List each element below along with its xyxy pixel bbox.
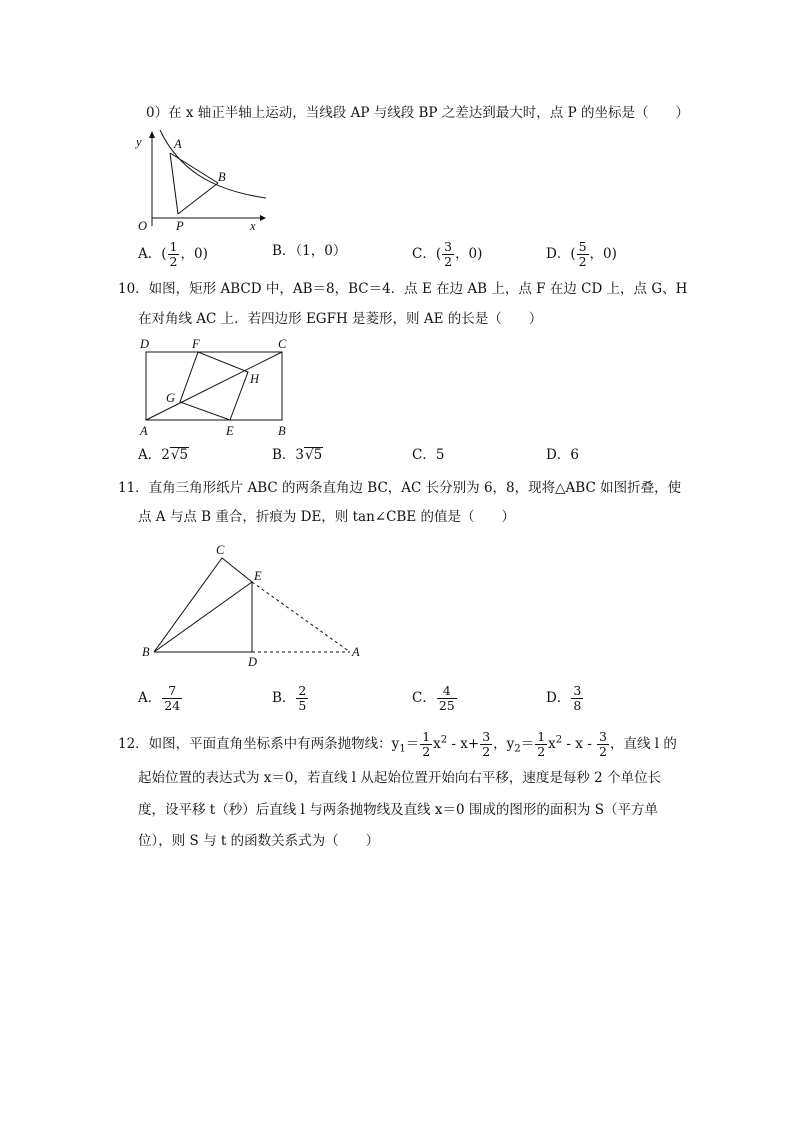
q12-line-4: 位），则 S 与 t 的函数关系式为（ ） — [138, 833, 380, 849]
q10-option-d[interactable]: D．6 — [546, 447, 579, 463]
q11-label-b: B — [142, 645, 150, 659]
q9-option-b[interactable]: B．（1，0） — [272, 243, 347, 259]
q9-option-c[interactable]: C．( $\frac{3}{2}$ ，0) — [412, 239, 483, 269]
q10-label-e: E — [226, 424, 234, 438]
q9-label-p: P — [176, 219, 184, 233]
q11-option-c[interactable]: C． $\frac{4}{25}$ — [412, 683, 455, 713]
q10-option-a[interactable]: A．2√5 — [138, 447, 189, 463]
q10-line-1: 10．如图，矩形 ABCD 中，AB＝8，BC＝4．点 E 在边 AB 上，点 F 在边 CD 上，点 G、H — [118, 281, 688, 297]
q10-figure — [134, 336, 304, 440]
q11-label-c: C — [216, 543, 225, 557]
q10-label-b: B — [278, 424, 286, 438]
q12-line-1: 12．如图，平面直角坐标系中有两条抛物线：$y_1=$ $\frac{1}{2}$ $x^2 - x+$ $\frac{3}{2}$ ，$y_2=$ $\frac{1}{2}$ $x^2$ - x - $\frac{3}{2}$ ，直线 l 的 — [118, 729, 677, 759]
q11-label-d: D — [248, 655, 258, 669]
q11-line-2: 点 A 与点 B 重合，折痕为 DE，则 tan∠CBE 的值是（ ） — [138, 509, 515, 525]
q9-figure — [130, 128, 270, 234]
q11-option-d[interactable]: D． $\frac{3}{8}$ — [546, 683, 582, 713]
q12-line-2: 起始位置的表达式为 x＝0，若直线 l 从起始位置开始向右平移，速度是每秒 2 个单位长 — [138, 770, 662, 786]
q11-label-a: A — [352, 645, 360, 659]
q10-label-d: D — [140, 337, 150, 351]
q10-option-b[interactable]: B．3√5 — [272, 447, 323, 463]
q10-label-h: H — [250, 372, 260, 386]
q9-label-b: B — [218, 170, 226, 184]
q12-line-3: 度，设平移 t（秒）后直线 l 与两条抛物线及直线 x＝0 围成的图形的面积为 S（平方单 — [138, 802, 658, 818]
q11-figure — [134, 540, 374, 670]
q10-label-f: F — [192, 337, 200, 351]
q10-label-c: C — [278, 337, 287, 351]
q10-label-a: A — [140, 424, 148, 438]
q9-label-y: y — [136, 135, 142, 149]
q9-label-a: A — [174, 137, 182, 151]
q11-label-e: E — [254, 569, 262, 583]
q10-label-g: G — [166, 391, 176, 405]
q11-option-a[interactable]: A． $\frac{7}{24}$ — [138, 683, 181, 713]
q9-option-a[interactable]: A．( $\frac{1}{2}$ ，0) — [138, 239, 208, 269]
q9-label-x: x — [250, 219, 256, 233]
q11-line-1: 11．直角三角形纸片 ABC 的两条直角边 BC，AC 长分别为 6，8，现将△ABC 如图折叠，使 — [118, 480, 682, 496]
q11-option-b[interactable]: B． $\frac{2}{5}$ — [272, 683, 307, 713]
q10-line-2: 在对角线 AC 上．若四边形 EGFH 是菱形，则 AE 的长是（ ） — [138, 311, 543, 327]
q9-option-d[interactable]: D．( $\frac{5}{2}$ ，0) — [546, 239, 617, 269]
q10-option-c[interactable]: C．5 — [412, 447, 445, 463]
q9-label-o: O — [138, 219, 148, 233]
q9-line-1: 0）在 x 轴正半轴上运动，当线段 AP 与线段 BP 之差达到最大时，点 P 的坐标是（ ） — [146, 105, 689, 121]
